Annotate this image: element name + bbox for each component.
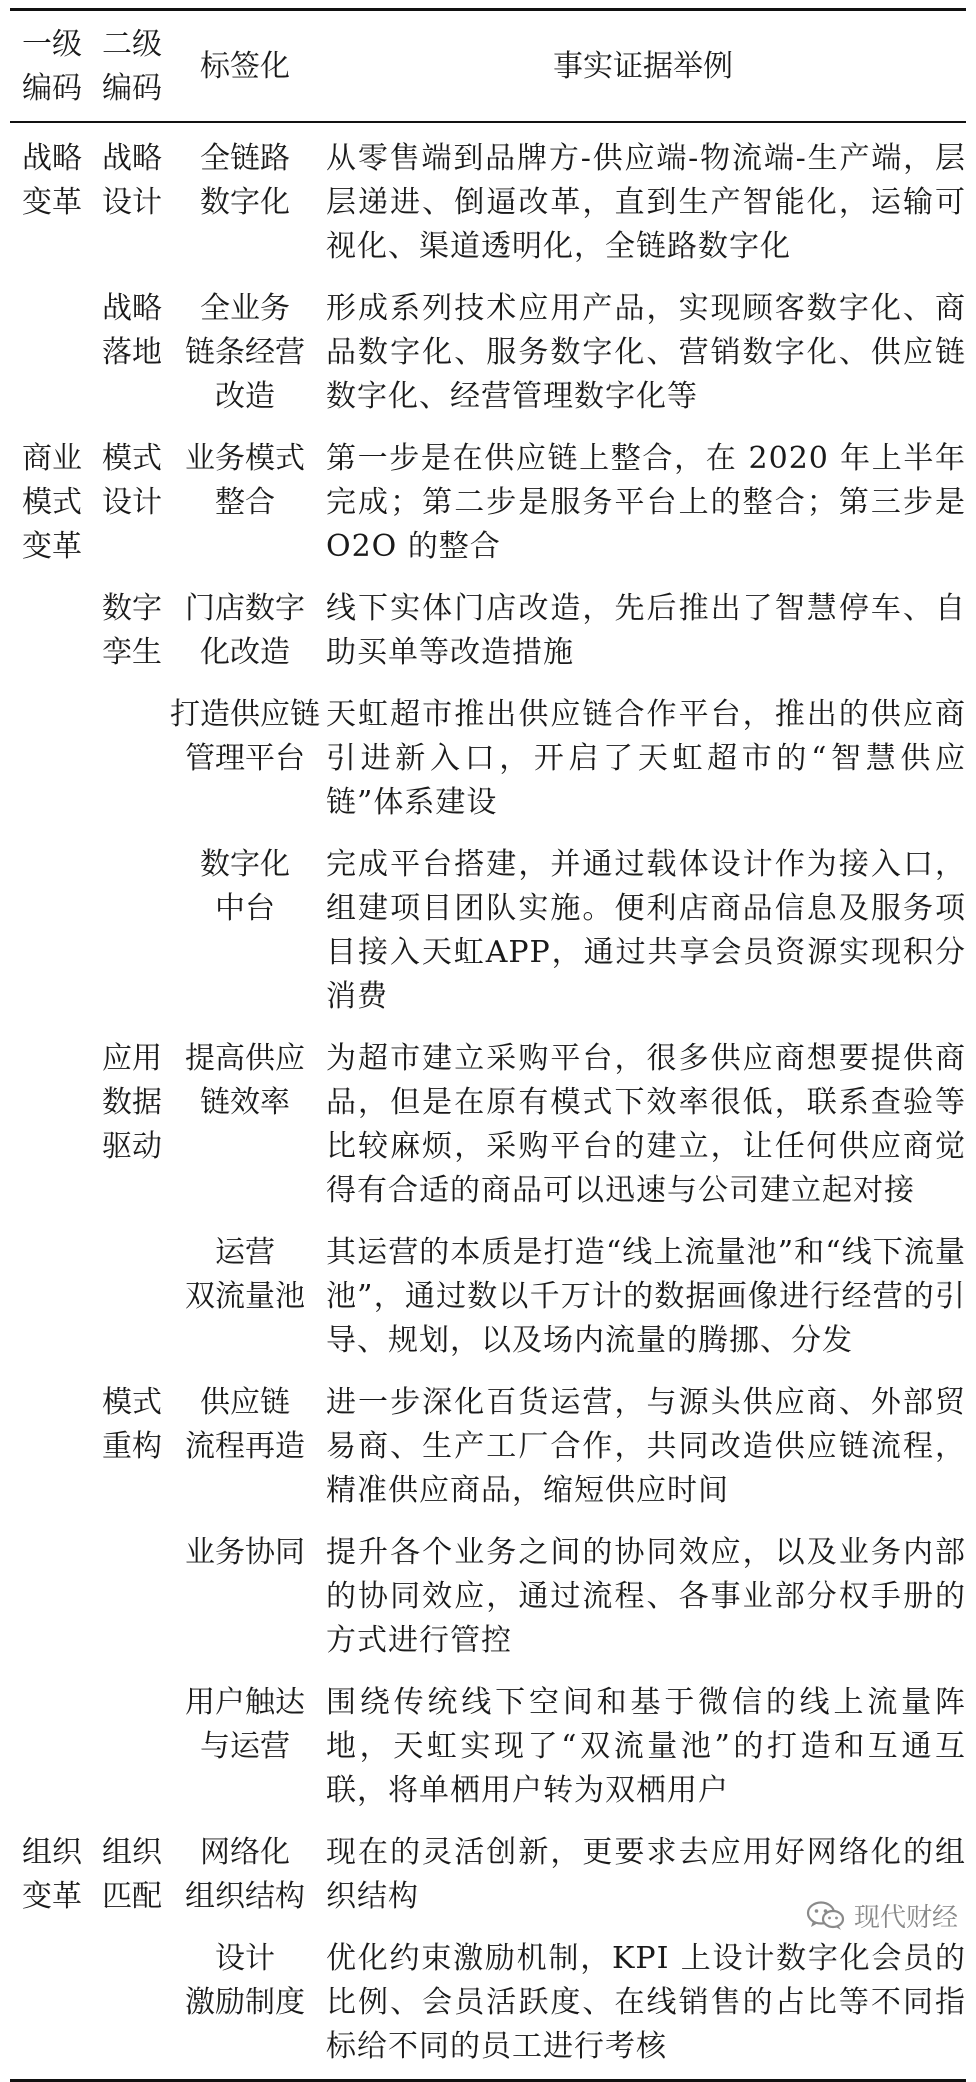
level2-code-cell: 模式 重构 (102, 1385, 162, 1464)
evidence-cell: 为超市建立采购平台，很多供应商想要提供商品，但是在原有模式下效率很低，联系查验等比较麻烦，采购平台的建立，让任何供应商觉得有合适的商品可以迅速与公司建立起对接 (326, 1041, 966, 1208)
wechat-icon (806, 1900, 846, 1932)
table-row (10, 1373, 966, 1523)
label-cell: 供应链 流程再造 (185, 1385, 305, 1464)
watermark-text: 现代财经 (853, 1903, 958, 1933)
label-cell: 门店数字 化改造 (185, 591, 305, 670)
label-cell: 业务协同 (185, 1535, 305, 1570)
evidence-cell: 形成系列技术应用产品，实现顾客数字化、商品数字化、服务数字化、营销数字化、供应链数字化、经营管理数字化等 (326, 291, 966, 414)
evidence-cell: 完成平台搭建，并通过载体设计作为接入口，组建项目团队实施。便利店商品信息及服务项目接入天虹APP，通过共享会员资源实现积分消费 (326, 847, 966, 1014)
level2-code-cell: 模式 设计 (102, 441, 162, 520)
label-cell: 用户触达 与运营 (185, 1685, 305, 1764)
table-row (10, 579, 966, 685)
table-row (10, 279, 966, 429)
header-level1-code: 一级 编码 (22, 27, 82, 106)
evidence-cell: 第一步是在供应链上整合，在 2020 年上半年完成；第二步是服务平台上的整合；第三步是 O2O 的整合 (326, 441, 966, 564)
level1-code-cell: 战略 变革 (22, 141, 82, 220)
label-cell: 数字化 中台 (200, 847, 290, 926)
table-row (10, 429, 966, 579)
header-evidence: 事实证据举例 (553, 49, 733, 84)
evidence-cell: 进一步深化百货运营，与源头供应商、外部贸易商、生产工厂合作，共同改造供应链流程，精准供应商品，缩短供应时间 (326, 1385, 966, 1508)
table-row (10, 122, 966, 279)
level2-code-cell: 组织 匹配 (102, 1835, 162, 1914)
evidence-cell: 现在的灵活创新，更要求去应用好网络化的组织结构 (326, 1835, 966, 1914)
label-cell: 网络化 组织结构 (185, 1835, 305, 1914)
label-cell: 设计 激励制度 (185, 1941, 305, 2020)
label-cell: 提高供应 链效率 (185, 1041, 305, 1120)
table-body (10, 122, 966, 2081)
watermark (806, 1897, 958, 1934)
evidence-cell: 提升各个业务之间的协同效应，以及业务内部的协同效应，通过流程、各事业部分权手册的方式进行管控 (326, 1535, 966, 1658)
header-label: 标签化 (200, 49, 290, 84)
evidence-cell: 优化约束激励机制，KPI 上设计数字化会员的比例、会员活跃度、在线销售的占比等不同指标给不同的员工进行考核 (326, 1941, 966, 2064)
level2-code-cell: 数字 孪生 (102, 591, 162, 670)
header-row (10, 10, 966, 123)
evidence-cell: 线下实体门店改造，先后推出了智慧停车、自助买单等改造措施 (326, 591, 966, 670)
label-cell: 打造供应链 管理平台 (170, 697, 320, 776)
level2-code-cell: 战略 设计 (102, 141, 162, 220)
label-cell: 运营 双流量池 (185, 1235, 305, 1314)
label-cell: 业务模式 整合 (185, 441, 305, 520)
header-level2-code: 二级 编码 (102, 27, 162, 106)
level1-code-cell: 商业 模式 变革 (22, 441, 82, 564)
level1-code-cell: 组织 变革 (22, 1835, 82, 1914)
level2-code-cell: 应用 数据 驱动 (102, 1041, 162, 1164)
level2-code-cell: 战略 落地 (102, 291, 162, 370)
table-header (10, 10, 966, 123)
evidence-table (10, 8, 966, 2082)
evidence-cell: 从零售端到品牌方-供应端-物流端-生产端，层层递进、倒逼改革，直到生产智能化，运输可视化、渠道透明化，全链路数字化 (326, 141, 966, 264)
evidence-cell: 其运营的本质是打造“线上流量池”和“线下流量池”，通过数以千万计的数据画像进行经营的引导、规划，以及场内流量的腾挪、分发 (326, 1235, 966, 1358)
label-cell: 全链路 数字化 (200, 141, 290, 220)
label-cell: 全业务 链条经营 改造 (185, 291, 305, 414)
evidence-cell: 围绕传统线下空间和基于微信的线上流量阵地，天虹实现了“双流量池”的打造和互通互联，将单栖用户转为双栖用户 (326, 1685, 966, 1808)
evidence-cell: 天虹超市推出供应链合作平台，推出的供应商引进新入口，开启了天虹超市的“智慧供应链”体系建设 (326, 697, 966, 820)
table-row (10, 1029, 966, 1223)
